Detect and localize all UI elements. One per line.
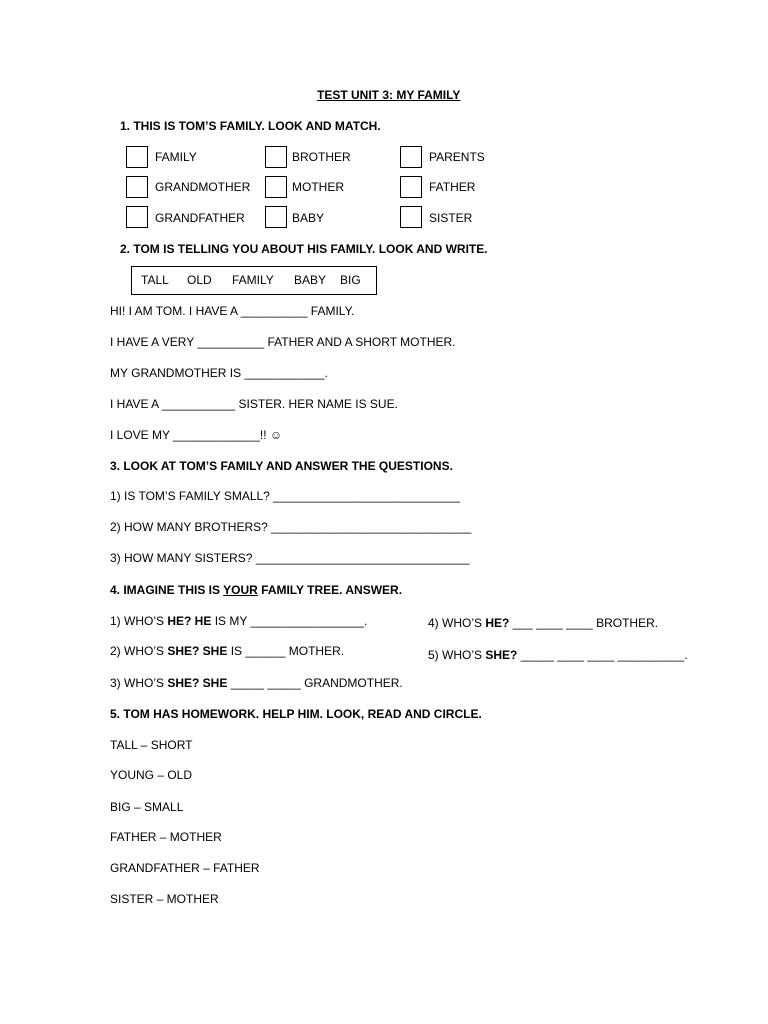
page-title: TEST UNIT 3: MY FAMILY xyxy=(317,88,461,102)
word-bank xyxy=(131,266,377,295)
fill-line-5[interactable]: I LOVE MY _____________!! ☺ xyxy=(110,428,283,442)
section2-heading: 2. TOM IS TELLING YOU ABOUT HIS FAMILY. LOOK AND WRITE. xyxy=(120,242,488,256)
match-label-mother: MOTHER xyxy=(292,180,344,194)
word-bank-item: BABY xyxy=(294,273,327,287)
circle-pair[interactable]: FATHER – MOTHER xyxy=(110,830,222,844)
question-3[interactable]: 3) HOW MANY SISTERS? ________________________________ xyxy=(110,551,470,565)
match-label-grandfather: GRANDFATHER xyxy=(155,211,245,225)
family-tree-q3[interactable]: 3) WHO’S SHE? SHE _____ _____ GRANDMOTHER. xyxy=(110,676,403,690)
fill-line-4[interactable]: I HAVE A ___________ SISTER. HER NAME IS SUE. xyxy=(110,397,398,411)
fill-line-2[interactable]: I HAVE A VERY __________ FATHER AND A SHORT MOTHER. xyxy=(110,335,456,349)
match-label-baby: BABY xyxy=(292,211,325,225)
circle-pair[interactable]: YOUNG – OLD xyxy=(110,768,193,782)
match-box-grandfather[interactable] xyxy=(126,206,148,228)
fill-line-3[interactable]: MY GRANDMOTHER IS ____________. xyxy=(110,366,328,380)
word-bank-item: BIG xyxy=(340,273,361,287)
question-1[interactable]: 1) IS TOM’S FAMILY SMALL? ____________________________ xyxy=(110,489,461,503)
word-bank-item: TALL xyxy=(141,273,169,287)
heading-emphasis: YOUR xyxy=(223,583,258,597)
match-box-brother[interactable] xyxy=(265,146,287,168)
match-label-family: FAMILY xyxy=(155,150,197,164)
family-tree-q2[interactable]: 2) WHO’S SHE? SHE IS ______ MOTHER. xyxy=(110,644,345,658)
match-label-sister: SISTER xyxy=(429,211,473,225)
word-bank-item: FAMILY xyxy=(232,273,274,287)
section4-heading: 4. IMAGINE THIS IS YOUR FAMILY TREE. ANSWER. xyxy=(110,583,403,597)
family-tree-q5[interactable]: 5) WHO’S SHE? _____ ____ ____ __________. xyxy=(428,648,688,662)
circle-pair[interactable]: GRANDFATHER – FATHER xyxy=(110,861,260,875)
match-box-grandmother[interactable] xyxy=(126,176,148,198)
question-2[interactable]: 2) HOW MANY BROTHERS? ______________________________ xyxy=(110,520,472,534)
section5-heading: 5. TOM HAS HOMEWORK. HELP HIM. LOOK, READ AND CIRCLE. xyxy=(110,707,482,721)
circle-pair[interactable]: BIG – SMALL xyxy=(110,800,184,814)
circle-pair[interactable]: SISTER – MOTHER xyxy=(110,892,219,906)
match-box-sister[interactable] xyxy=(400,206,422,228)
fill-line-1[interactable]: HI! I AM TOM. I HAVE A __________ FAMILY. xyxy=(110,304,355,318)
match-label-parents: PARENTS xyxy=(429,150,485,164)
match-box-baby[interactable] xyxy=(265,206,287,228)
section1-heading: 1. THIS IS TOM’S FAMILY. LOOK AND MATCH. xyxy=(120,119,381,133)
match-label-grandmother: GRANDMOTHER xyxy=(155,180,251,194)
match-box-family[interactable] xyxy=(126,146,148,168)
match-label-father: FATHER xyxy=(429,180,476,194)
match-label-brother: BROTHER xyxy=(292,150,351,164)
section3-heading: 3. LOOK AT TOM’S FAMILY AND ANSWER THE QUESTIONS. xyxy=(110,459,453,473)
family-tree-q4[interactable]: 4) WHO’S HE? ___ ____ ____ BROTHER. xyxy=(428,616,659,630)
match-box-father[interactable] xyxy=(400,176,422,198)
circle-pair[interactable]: TALL – SHORT xyxy=(110,738,193,752)
match-box-parents[interactable] xyxy=(400,146,422,168)
match-box-mother[interactable] xyxy=(265,176,287,198)
word-bank-item: OLD xyxy=(187,273,212,287)
family-tree-q1[interactable]: 1) WHO’S HE? HE IS MY _________________. xyxy=(110,614,368,628)
